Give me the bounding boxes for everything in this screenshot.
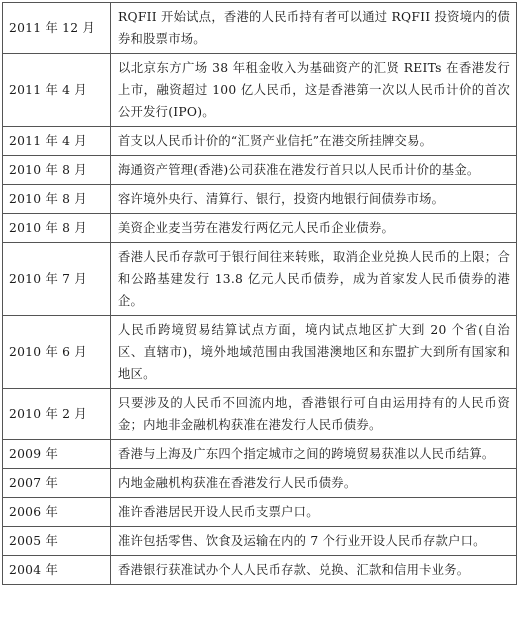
row-date: 2010 年 8 月 <box>3 185 111 214</box>
timeline-table-container <box>2 2 517 585</box>
table-row <box>3 54 517 127</box>
table-row <box>3 243 517 316</box>
row-date: 2005 年 <box>3 527 111 556</box>
table-row <box>3 185 517 214</box>
rmb-timeline-table <box>2 2 517 585</box>
row-description: 海通资产管理(香港)公司获准在港发行首只以人民币计价的基金。 <box>111 156 517 185</box>
row-date: 2010 年 2 月 <box>3 389 111 440</box>
table-row <box>3 440 517 469</box>
row-description: 只要涉及的人民币不回流内地，香港银行可自由运用持有的人民币资金；内地非金融机构获准在港发行人民币债券。 <box>111 389 517 440</box>
row-description: 内地金融机构获准在香港发行人民币债券。 <box>111 469 517 498</box>
row-date: 2006 年 <box>3 498 111 527</box>
row-description: 准许香港居民开设人民币支票户口。 <box>111 498 517 527</box>
row-description: 人民币跨境贸易结算试点方面，境内试点地区扩大到 20 个省(自治区、直辖市)，境外地域范围由我国港澳地区和东盟扩大到所有国家和地区。 <box>111 316 517 389</box>
row-description: 准许包括零售、饮食及运输在内的 7 个行业开设人民币存款户口。 <box>111 527 517 556</box>
row-date: 2007 年 <box>3 469 111 498</box>
table-row <box>3 498 517 527</box>
row-description: 香港与上海及广东四个指定城市之间的跨境贸易获准以人民币结算。 <box>111 440 517 469</box>
row-date: 2011 年 4 月 <box>3 54 111 127</box>
row-date: 2010 年 7 月 <box>3 243 111 316</box>
row-description: 以北京东方广场 38 年租金收入为基础资产的汇贤 REITs 在香港发行上市，融资超过 100 亿人民币，这是香港第一次以人民币计价的首次公开发行(IPO)。 <box>111 54 517 127</box>
row-date: 2010 年 6 月 <box>3 316 111 389</box>
row-date: 2009 年 <box>3 440 111 469</box>
row-date: 2011 年 4 月 <box>3 127 111 156</box>
table-row <box>3 316 517 389</box>
table-row <box>3 214 517 243</box>
table-row <box>3 389 517 440</box>
row-description: 香港银行获准试办个人人民币存款、兑换、汇款和信用卡业务。 <box>111 556 517 585</box>
row-date: 2011 年 12 月 <box>3 3 111 54</box>
row-description: 容许境外央行、清算行、银行，投资内地银行间债券市场。 <box>111 185 517 214</box>
row-description: 首支以人民币计价的“汇贤产业信托”在港交所挂牌交易。 <box>111 127 517 156</box>
table-row <box>3 527 517 556</box>
table-row <box>3 127 517 156</box>
row-description: 美资企业麦当劳在港发行两亿元人民币企业债券。 <box>111 214 517 243</box>
table-row <box>3 156 517 185</box>
row-date: 2010 年 8 月 <box>3 214 111 243</box>
row-date: 2010 年 8 月 <box>3 156 111 185</box>
row-date: 2004 年 <box>3 556 111 585</box>
table-row <box>3 3 517 54</box>
row-description: 香港人民币存款可于银行间往来转账，取消企业兑换人民币的上限；合和公路基建发行 13.8 亿元人民币债券，成为首家发人民币债券的港企。 <box>111 243 517 316</box>
row-description: RQFII 开始试点，香港的人民币持有者可以通过 RQFII 投资境内的债券和股票市场。 <box>111 3 517 54</box>
table-row <box>3 556 517 585</box>
table-row <box>3 469 517 498</box>
